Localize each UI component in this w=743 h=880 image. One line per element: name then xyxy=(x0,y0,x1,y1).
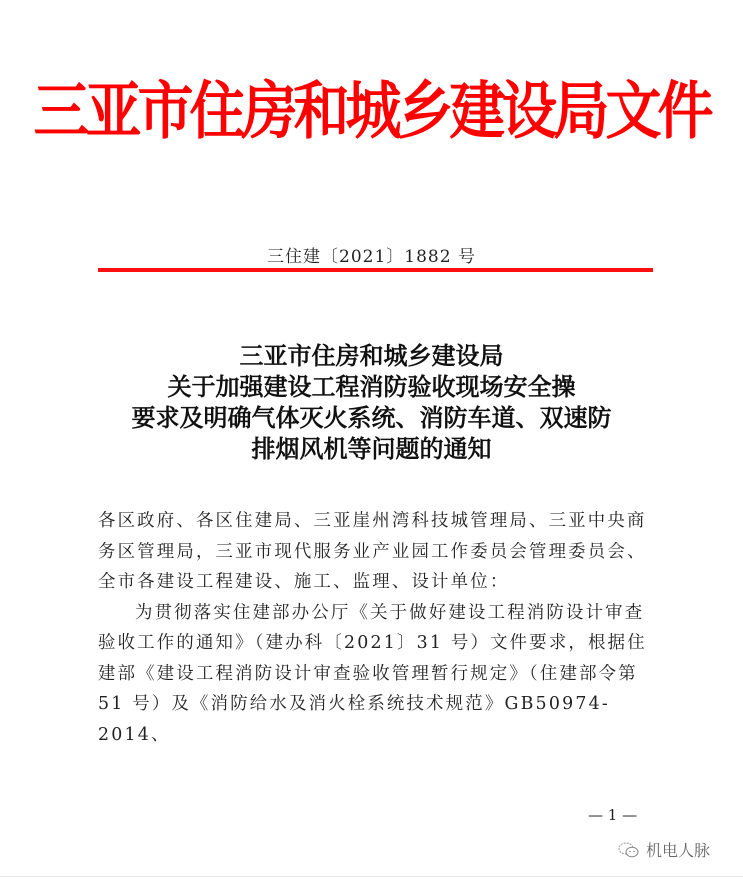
recipients-line: 各区政府、各区住建局、三亚崖州湾科技城管理局、三亚中央商 xyxy=(98,511,647,531)
watermark-text: 机电人脉 xyxy=(646,841,711,860)
paragraph-line: 建部《建设工程消防设计审查验收管理暂行规定》（住建部令第 xyxy=(98,663,638,684)
recipients-line: 务区管理局，三亚市现代服务业产业园工作委员会管理委员会、 xyxy=(98,541,647,562)
document-title xyxy=(0,340,743,464)
recipients-line: 全市各建设工程建设、施工、监理、设计单位： xyxy=(98,572,510,592)
wechat-icon xyxy=(618,842,640,858)
bottom-border xyxy=(0,876,743,877)
title-line: 关于加强建设工程消防验收现场安全操 xyxy=(167,372,576,401)
red-divider-rule xyxy=(98,268,653,272)
document-body xyxy=(98,506,656,750)
document-number: 三住建〔2021〕1882 号 xyxy=(267,247,476,267)
watermark xyxy=(618,838,710,861)
document-masthead: 三亚市住房和城乡建设局文件 xyxy=(33,74,710,149)
page-number: — 1 — xyxy=(588,806,638,824)
title-line: 排烟风机等问题的通知 xyxy=(251,434,492,463)
paragraph-line: 验收工作的通知》（建办科〔2021〕31 号）文件要求，根据住 xyxy=(98,633,647,653)
title-line: 要求及明确气体灭火系统、消防车道、双速防 xyxy=(131,403,612,432)
paragraph-line: 51 号）及《消防给水及消火栓系统技术规范》GB50974-2014、 xyxy=(98,694,610,745)
paragraph-line: 为贯彻落实住建部办公厅《关于做好建设工程消防设计审查 xyxy=(135,602,645,623)
title-line: 三亚市住房和城乡建设局 xyxy=(239,341,504,370)
